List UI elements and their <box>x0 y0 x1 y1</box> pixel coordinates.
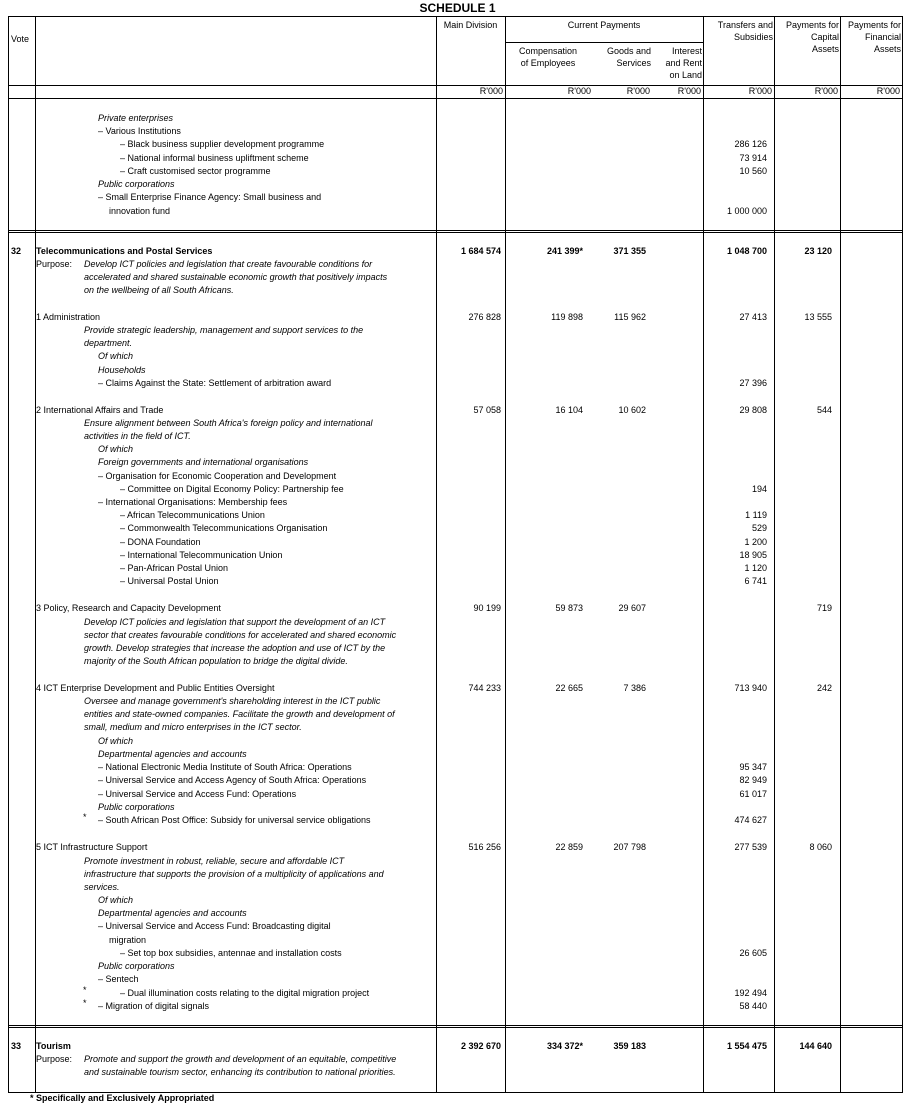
row-label: Departmental agencies and accounts <box>98 908 247 918</box>
row-label: 4 ICT Enterprise Development and Public Entities Oversight <box>36 683 275 693</box>
row-label: infrastructure that supports the provision of a multiplicity of applications and <box>84 869 384 879</box>
current-payments-header: Current Payments <box>567 20 641 30</box>
row-label: – National informal business upliftment scheme <box>120 153 309 163</box>
row-label: department. <box>84 338 133 348</box>
footnote: * Specifically and Exclusively Appropriated <box>30 1093 215 1103</box>
unit-label: R'000 <box>626 86 650 96</box>
amount-goods: 371 355 <box>613 246 646 256</box>
row-label: 3 Policy, Research and Capacity Development <box>36 603 221 613</box>
amount-capital: 242 <box>816 683 832 693</box>
amount-main: 2 392 670 <box>460 1041 501 1051</box>
row-label: entities and state-owned companies. Facilitate the growth and development of <box>84 709 395 719</box>
row-label: – Commonwealth Telecommunications Organisation <box>120 523 328 533</box>
row-label: Public corporations <box>98 802 175 812</box>
row-label: Tourism <box>36 1041 71 1051</box>
amount-comp: 334 372* <box>546 1041 583 1051</box>
row-label: Public corporations <box>98 961 175 971</box>
col-divider <box>774 17 775 1092</box>
row-label: – South African Post Office: Subsidy for universal service obligations <box>98 815 371 825</box>
amount-comp: 241 399* <box>546 246 583 256</box>
row-label: – Universal Postal Union <box>120 576 219 586</box>
amount-capital: 719 <box>816 603 832 613</box>
amount-transfers: 10 560 <box>739 166 767 176</box>
row-label: migration <box>109 935 147 945</box>
row-label: Promote investment in robust, reliable, secure and affordable ICT <box>84 856 345 866</box>
vote-number: 33 <box>11 1041 22 1051</box>
amount-transfers: 713 940 <box>734 683 767 693</box>
amount-transfers: 194 <box>751 484 767 494</box>
vote-number: 32 <box>11 246 22 256</box>
col-divider <box>840 17 841 1092</box>
row-label: – Migration of digital signals <box>98 1001 210 1011</box>
row-label: Ensure alignment between South Africa's foreign policy and international <box>84 418 373 428</box>
row-label: activities in the field of ICT. <box>84 431 191 441</box>
row-label: – Sentech <box>98 974 139 984</box>
row-label: – Organisation for Economic Cooperation and Development <box>98 471 337 481</box>
row-label: – Claims Against the State: Settlement of arbitration award <box>98 378 332 388</box>
row-label: majority of the South African population to bridge the digital divide. <box>84 656 348 666</box>
row-label: Households <box>98 365 146 375</box>
col-divider <box>505 17 506 1092</box>
row-label: – International Telecommunication Union <box>120 550 283 560</box>
unit-label: R'000 <box>876 86 900 96</box>
section-rule <box>9 230 902 231</box>
row-label: small, medium and micro enterprises in the ICT sector. <box>84 722 302 732</box>
row-label: – National Electronic Media Institute of South Africa: Operations <box>98 762 352 772</box>
amount-transfers: 27 413 <box>739 312 767 322</box>
row-label: – Pan-African Postal Union <box>120 563 229 573</box>
col-divider <box>436 17 437 1092</box>
row-label: growth. Develop strategies that increase the adoption and use of ICT by the <box>84 643 386 653</box>
goods-header: Goods and Services <box>606 46 651 68</box>
row-label: Oversee and manage government's shareholding interest in the ICT public <box>84 696 381 706</box>
amount-transfers: 1 119 <box>745 510 767 520</box>
amount-transfers: 1 200 <box>744 537 767 547</box>
section-rule <box>9 232 902 233</box>
appropriation-marker: * <box>83 998 87 1008</box>
row-label: – Committee on Digital Economy Policy: Partnership fee <box>120 484 344 494</box>
row-label: – Black business supplier development programme <box>120 139 325 149</box>
unit-label: R'000 <box>479 86 503 96</box>
amount-transfers: 82 949 <box>739 775 767 785</box>
amount-main: 276 828 <box>468 312 501 322</box>
amount-comp: 16 104 <box>555 405 583 415</box>
vote-header: Vote <box>11 34 30 44</box>
amount-transfers: 1 120 <box>744 563 767 573</box>
amount-transfers: 1 554 475 <box>726 1041 767 1051</box>
amount-main: 57 058 <box>473 405 501 415</box>
amount-capital: 13 555 <box>804 312 832 322</box>
row-label: Of which <box>98 351 134 361</box>
row-label: Purpose: <box>36 1054 73 1064</box>
appropriation-marker: * <box>83 985 87 995</box>
amount-main: 1 684 574 <box>460 246 501 256</box>
row-label: Foreign governments and international organisations <box>98 457 309 467</box>
compensation-header: Compensation of Employees <box>518 46 578 68</box>
purpose-text: Promote and support the growth and development of an equitable, competitive <box>84 1054 397 1064</box>
amount-capital: 544 <box>816 405 832 415</box>
unit-label: R'000 <box>677 86 701 96</box>
row-label: Develop ICT policies and legislation that support the development of an ICT <box>84 617 386 627</box>
row-label: – Dual illumination costs relating to the digital migration project <box>120 988 370 998</box>
row-label: – DONA Foundation <box>120 537 201 547</box>
amount-goods: 359 183 <box>613 1041 646 1051</box>
amount-transfers: 29 808 <box>739 405 767 415</box>
amount-transfers: 1 048 700 <box>726 246 767 256</box>
schedule-title: SCHEDULE 1 <box>419 1 496 15</box>
row-label: – Universal Service and Access Fund: Broadcasting digital <box>98 921 331 931</box>
transfers-header: Transfers and Subsidies <box>717 20 773 42</box>
amount-main: 516 256 <box>468 842 501 852</box>
amount-transfers: 474 627 <box>734 815 767 825</box>
amount-main: 744 233 <box>468 683 501 693</box>
row-label: 5 ICT Infrastructure Support <box>36 842 148 852</box>
row-label: innovation fund <box>109 206 171 216</box>
amount-capital: 8 060 <box>809 842 832 852</box>
amount-transfers: 26 605 <box>739 948 767 958</box>
amount-goods: 115 962 <box>614 312 646 322</box>
amount-comp: 22 859 <box>555 842 583 852</box>
amount-goods: 7 386 <box>623 683 646 693</box>
amount-transfers: 61 017 <box>739 789 767 799</box>
main-division-header: Main Division <box>443 20 498 30</box>
header-rule <box>9 98 902 99</box>
purpose-text: on the wellbeing of all South Africans. <box>84 285 234 295</box>
interest-header: Interest and Rent on Land <box>665 46 702 80</box>
capital-assets-header: Payments for Capital Assets <box>785 20 839 54</box>
amount-capital: 23 120 <box>804 246 832 256</box>
amount-goods: 10 602 <box>618 405 646 415</box>
amount-transfers: 27 396 <box>739 378 767 388</box>
unit-label: R'000 <box>567 86 591 96</box>
row-label: – African Telecommunications Union <box>120 510 265 520</box>
row-label: Telecommunications and Postal Services <box>36 246 213 256</box>
amount-transfers: 277 539 <box>734 842 767 852</box>
header-rule <box>505 42 703 43</box>
amount-transfers: 73 914 <box>739 153 767 163</box>
amount-goods: 29 607 <box>618 603 646 613</box>
col-divider <box>35 17 36 1092</box>
row-label: 2 International Affairs and Trade <box>36 405 164 415</box>
row-label: Departmental agencies and accounts <box>98 749 247 759</box>
amount-main: 90 199 <box>473 603 501 613</box>
row-label: – Various Institutions <box>98 126 181 136</box>
amount-comp: 59 873 <box>555 603 583 613</box>
row-label: Of which <box>98 736 134 746</box>
row-label: sector that creates favourable conditions for accelerated and shared economic <box>84 630 397 640</box>
appropriation-marker: * <box>83 812 87 822</box>
row-label: – Universal Service and Access Fund: Operations <box>98 789 297 799</box>
schedule-table <box>8 16 903 1093</box>
amount-transfers: 95 347 <box>739 762 767 772</box>
section-rule <box>9 1025 902 1026</box>
unit-label: R'000 <box>814 86 838 96</box>
row-label: Of which <box>98 444 134 454</box>
amount-transfers: 18 905 <box>739 550 767 560</box>
purpose-text: accelerated and shared sustainable economic growth that positively impacts <box>84 272 388 282</box>
row-label: Public corporations <box>98 179 175 189</box>
row-label: Provide strategic leadership, management and support services to the <box>84 325 364 335</box>
row-label: 1 Administration <box>36 312 101 322</box>
amount-comp: 119 898 <box>551 312 583 322</box>
amount-transfers: 6 741 <box>744 576 767 586</box>
financial-assets-header: Payments for Financial Assets <box>847 20 901 54</box>
row-label: Of which <box>98 895 134 905</box>
row-label: – Set top box subsidies, antennae and installation costs <box>120 948 342 958</box>
amount-transfers: 1 000 000 <box>726 206 767 216</box>
amount-capital: 144 640 <box>799 1041 832 1051</box>
amount-transfers: 192 494 <box>734 988 767 998</box>
amount-transfers: 58 440 <box>739 1001 767 1011</box>
row-label: – Small Enterprise Finance Agency: Small business and <box>98 192 322 202</box>
unit-label: R'000 <box>748 86 772 96</box>
row-label: services. <box>84 882 120 892</box>
row-label: – International Organisations: Membership fees <box>98 497 288 507</box>
amount-comp: 22 665 <box>555 683 583 693</box>
row-label: – Craft customised sector programme <box>120 166 271 176</box>
amount-goods: 207 798 <box>613 842 646 852</box>
purpose-text: Develop ICT policies and legislation that create favourable conditions for <box>84 259 373 269</box>
amount-transfers: 286 126 <box>734 139 767 149</box>
section-rule <box>9 1027 902 1028</box>
row-label: – Universal Service and Access Agency of South Africa: Operations <box>98 775 367 785</box>
row-label: Private enterprises <box>98 113 174 123</box>
row-label: Purpose: <box>36 259 73 269</box>
amount-transfers: 529 <box>751 523 767 533</box>
purpose-text: and sustainable tourism sector, enhancing its contribution to national priorities. <box>84 1067 396 1077</box>
